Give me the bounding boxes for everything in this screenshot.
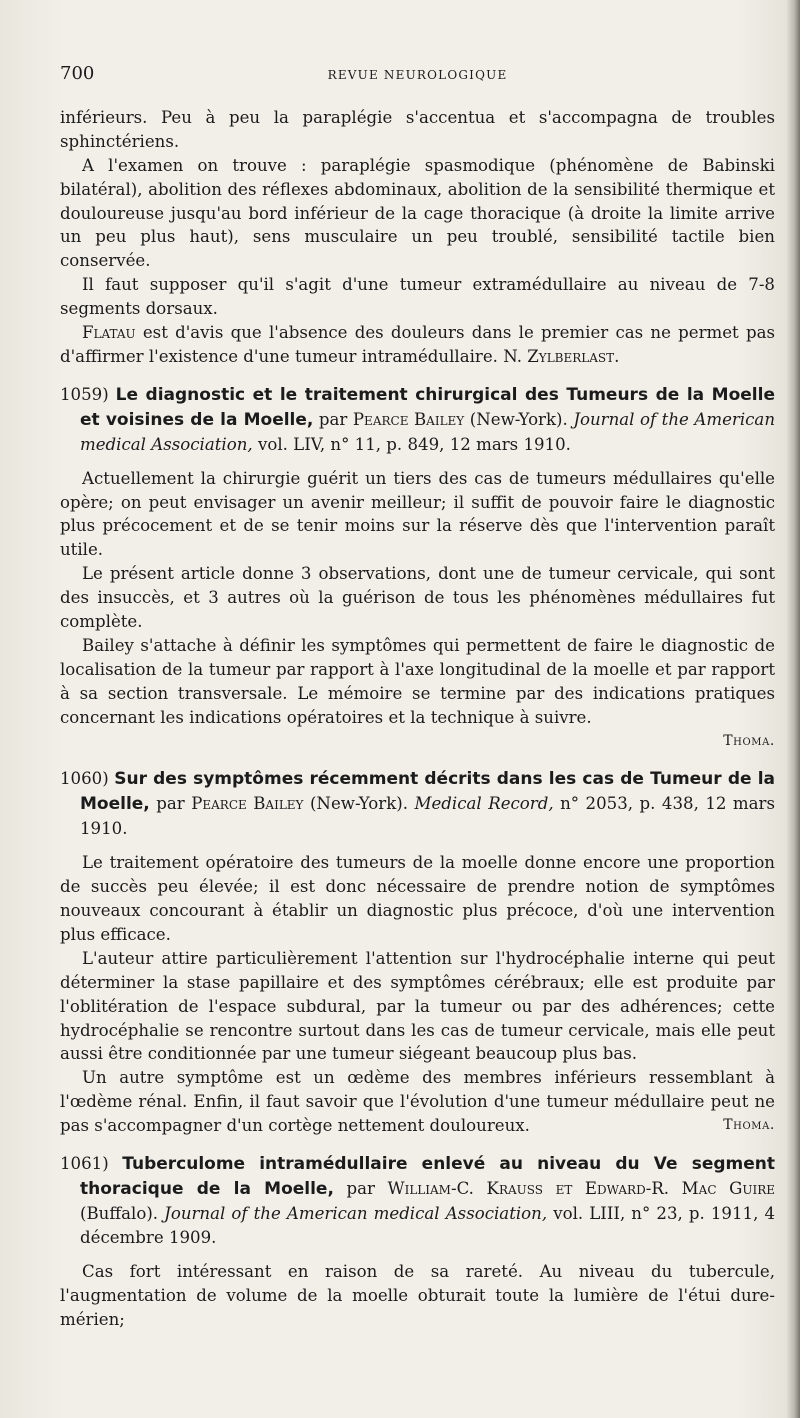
entry-title: Le diagnostic et le traitement chirurgical des Tumeurs de la Moelle et voisines de la Moelle, <box>80 384 775 430</box>
abstract-entry <box>60 1152 775 1331</box>
entry-paragraph: Cas fort intéressant en raison de sa rareté. Au niveau du tubercule, l'augmentation de volume de la moelle obturait toute la lumière de l'étui dure-mérien; <box>60 1261 775 1329</box>
entry-author: William-C. Krauss et Edward-R. Mac Guire <box>387 1178 775 1198</box>
page-edge-shadow <box>786 0 800 1418</box>
entry-number: 1059) <box>60 384 109 404</box>
entry-place: (New-York). <box>464 409 574 429</box>
entry-place: (Buffalo). <box>80 1203 165 1223</box>
entry-author: Pearce Bailey <box>352 409 465 429</box>
abstract-entry <box>60 383 775 754</box>
entry-paragraph: Le traitement opératoire des tumeurs de la moelle donne encore une proportion de succès peu élevée; il est donc nécessaire de prendre notion de symptômes nouveaux concourant à établir un diagnostic plus précoce, d'où une intervention plus efficace. <box>60 853 775 944</box>
entry-paragraph <box>60 1066 775 1138</box>
paragraph-text: est d'avis que l'absence des douleurs dans le premier cas ne permet pas d'affirmer l'existence d'une tumeur intramédullaire. <box>60 323 775 366</box>
intro-paragraph <box>60 321 775 369</box>
entry-place: (New-York). <box>303 794 415 814</box>
entry-number: 1061) <box>60 1154 109 1174</box>
entry-paragraph: Bailey s'attache à définir les symptômes qui permettent de faire le diagnostic de localisation de la tumeur par rapport à l'axe longitudinal de la moelle et par rapport à sa section transversale. Le mémoire se termine par des indications pratiques concernant les indications opératoires et la technique à suivre. <box>60 635 775 727</box>
running-title: REVUE NEUROLOGIQUE <box>327 68 508 82</box>
entry-reference: vol. LIV, n° 11, p. 849, 12 mars 1910. <box>252 434 571 454</box>
entry-heading <box>60 1152 775 1250</box>
entry-journal: Journal of the American medical Association, <box>164 1203 548 1223</box>
entry-heading <box>60 383 775 457</box>
page-header <box>60 62 775 88</box>
entry-par: par <box>149 794 192 814</box>
entry-author: Pearce Bailey <box>191 794 304 814</box>
paragraph-text: Un autre symptôme est un œdème des membres inférieurs ressemblant à l'œdème rénal. Enfin, il faut savoir que l'évolution d'une tumeur médullaire peut ne pas s'accompagner d'un cortège nettement douloureux. <box>60 1068 775 1136</box>
entry-reference: vol. LIII, n° 23, p. 1911, 4 décembre 1909. <box>80 1203 775 1247</box>
entry-title: Tuberculome intramédullaire enlevé au niveau du Ve segment thoracique de la Moelle, <box>80 1154 775 1199</box>
intro-paragraph: A l'examen on trouve : paraplégie spasmodique (phénomène de Babinski bilatéral), abolition des réflexes abdominaux, abolition de la sensibilité thermique et douloureuse jusqu'au bord inférieur de la cage thoracique (à droite la limite arrive un peu plus haut), sens musculaire un peu troublé, sensibilité tactile bien conservée. <box>60 155 775 271</box>
signature: Thoma. <box>723 1117 775 1134</box>
signature: N. Zylberlast. <box>503 346 620 366</box>
page-content <box>60 62 775 1331</box>
entry-title: Sur des symptômes récemment décrits dans les cas de Tumeur de la Moelle, <box>80 769 775 815</box>
entry-paragraph: Le présent article donne 3 observations, dont une de tumeur cervicale, qui sont des insuccès, et 3 autres où la guérison de tous les phénomènes médullaires fut complète. <box>60 564 775 632</box>
page-number: 700 <box>60 63 95 84</box>
author-name: Flatau <box>82 323 136 343</box>
entry-paragraph: Actuellement la chirurgie guérit un tiers des cas de tumeurs médullaires qu'elle opère; on peut envisager un avenir meilleur; il suffit de pouvoir faire le diagnostic plus précocement et de se tenir moins sur la réserve dès que l'intervention paraît utile. <box>60 468 775 560</box>
entry-journal: Medical Record, <box>414 794 554 814</box>
entry-reference: n° 2053, p. 438, 12 mars 1910. <box>80 794 776 839</box>
entry-heading <box>60 767 775 841</box>
entry-journal: Journal of the American medical Association, <box>80 409 776 454</box>
intro-paragraph: inférieurs. Peu à peu la paraplégie s'accentua et s'accompagna de troubles sphinctériens. <box>60 107 775 151</box>
entry-par: par <box>333 1178 388 1198</box>
intro-paragraph: Il faut supposer qu'il s'agit d'une tumeur extramédullaire au niveau de 7-8 segments dorsaux. <box>60 275 775 319</box>
abstract-entry <box>60 767 775 1138</box>
entry-number: 1060) <box>60 769 109 789</box>
entry-par: par <box>313 409 353 429</box>
signature: Thoma. <box>723 732 775 749</box>
entry-paragraph: L'auteur attire particulièrement l'attention sur l'hydrocéphalie interne qui peut déterminer la stase papillaire et des symptômes cérébraux; elle est produite par l'oblitération de l'espace subdural, par la tumeur ou par des adhérences; cette hydrocéphalie se rencontre surtout dans les cas de tumeur cervicale, mais elle peut aussi être conditionnée par une tumeur siégeant beaucoup plus bas. <box>60 948 775 1064</box>
